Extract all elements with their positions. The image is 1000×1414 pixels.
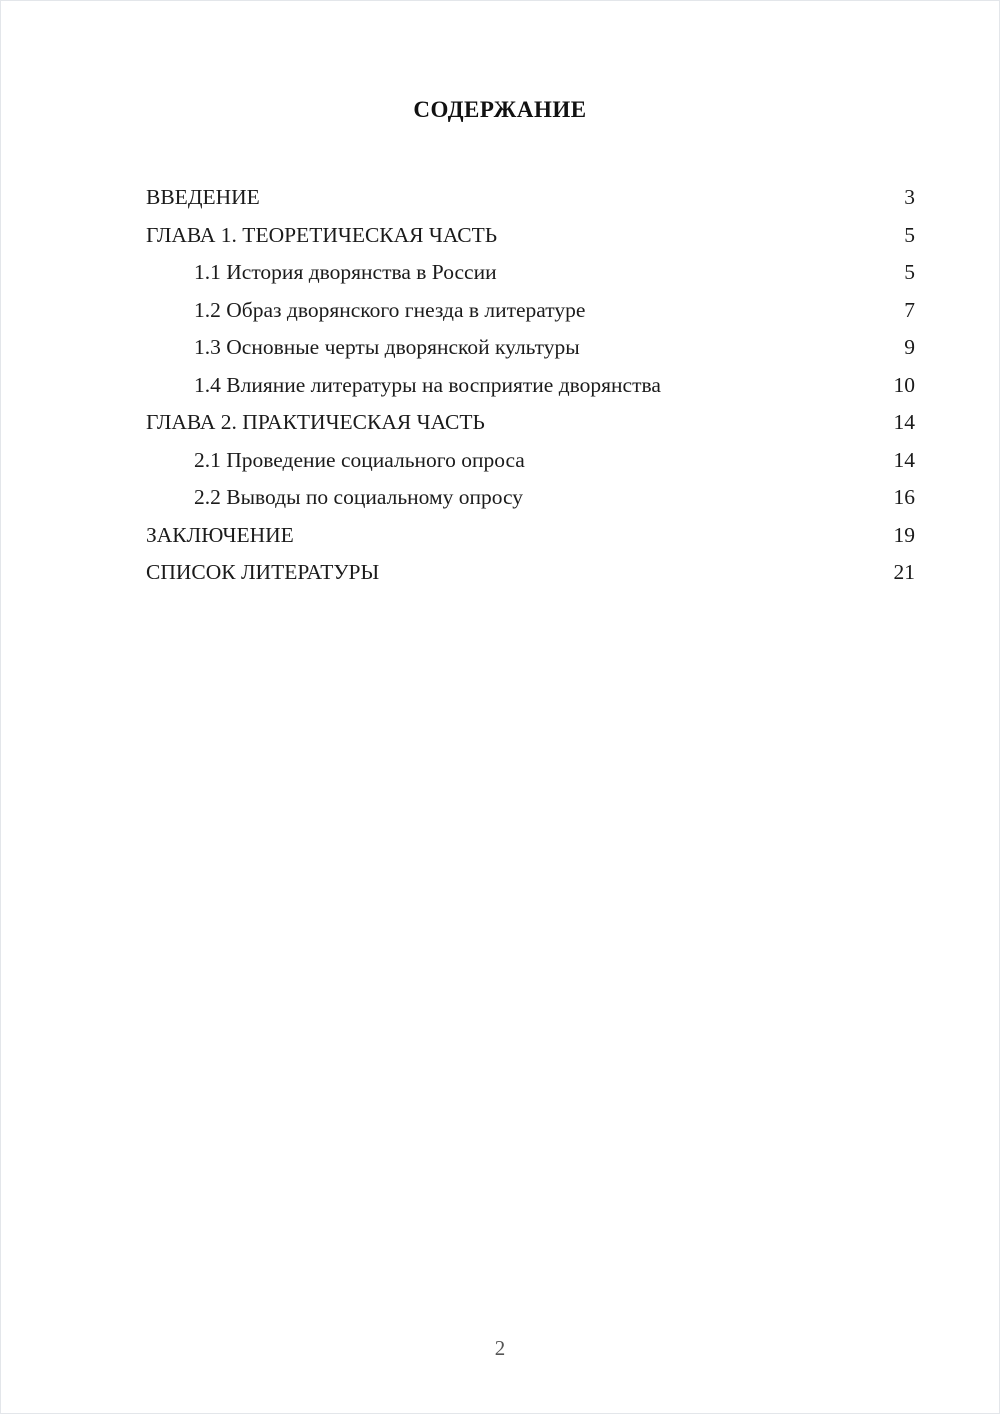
toc-row: [146, 254, 915, 292]
toc-entry-page: 7: [904, 297, 915, 322]
toc-entry-label: ГЛАВА 1. ТЕОРЕТИЧЕСКАЯ ЧАСТЬ: [146, 222, 498, 247]
toc-entry-label: 2.2 Выводы по социальному опросу: [194, 485, 524, 509]
footer-page-number: 2: [494, 1336, 506, 1360]
toc-row: [146, 367, 915, 405]
toc-row: [146, 179, 915, 217]
page-title: СОДЕРЖАНИЕ: [413, 97, 587, 122]
toc-entry-label: СПИСОК ЛИТЕРАТУРЫ: [146, 560, 380, 584]
toc-entry-label: 1.2 Образ дворянского гнезда в литературе: [194, 297, 586, 322]
toc-row: [146, 292, 915, 330]
toc-entry-page: 19: [893, 522, 915, 547]
toc-entry-label: ВВЕДЕНИЕ: [146, 185, 260, 209]
toc-entry-page: 5: [904, 222, 915, 247]
toc-row: [146, 217, 915, 255]
toc-row: [146, 442, 915, 480]
toc-entry-page: 9: [904, 335, 915, 359]
toc-row: [146, 404, 915, 442]
toc-entry-label: 1.4 Влияние литературы на восприятие дворянства: [194, 372, 661, 397]
toc-entry-label: 1.1 История дворянства в России: [194, 260, 497, 284]
toc-entry-label: 1.3 Основные черты дворянской культуры: [194, 335, 580, 359]
toc-entry-page: 16: [893, 485, 915, 509]
toc-row: [146, 329, 915, 367]
toc-entry-page: 14: [893, 410, 915, 434]
toc-entry-page: 10: [893, 372, 915, 397]
toc-entry-page: 5: [904, 260, 915, 284]
table-of-contents: [1, 179, 999, 592]
toc-row: [146, 479, 915, 517]
toc-entry-page: 14: [893, 447, 915, 472]
toc-entry-page: 3: [904, 185, 915, 209]
toc-row: [146, 554, 915, 592]
toc-row: [146, 517, 915, 555]
toc-entry-page: 21: [893, 560, 915, 584]
toc-entry-label: ЗАКЛЮЧЕНИЕ: [146, 522, 294, 547]
toc-entry-label: 2.1 Проведение социального опроса: [194, 447, 525, 472]
toc-entry-label: ГЛАВА 2. ПРАКТИЧЕСКАЯ ЧАСТЬ: [146, 410, 485, 434]
